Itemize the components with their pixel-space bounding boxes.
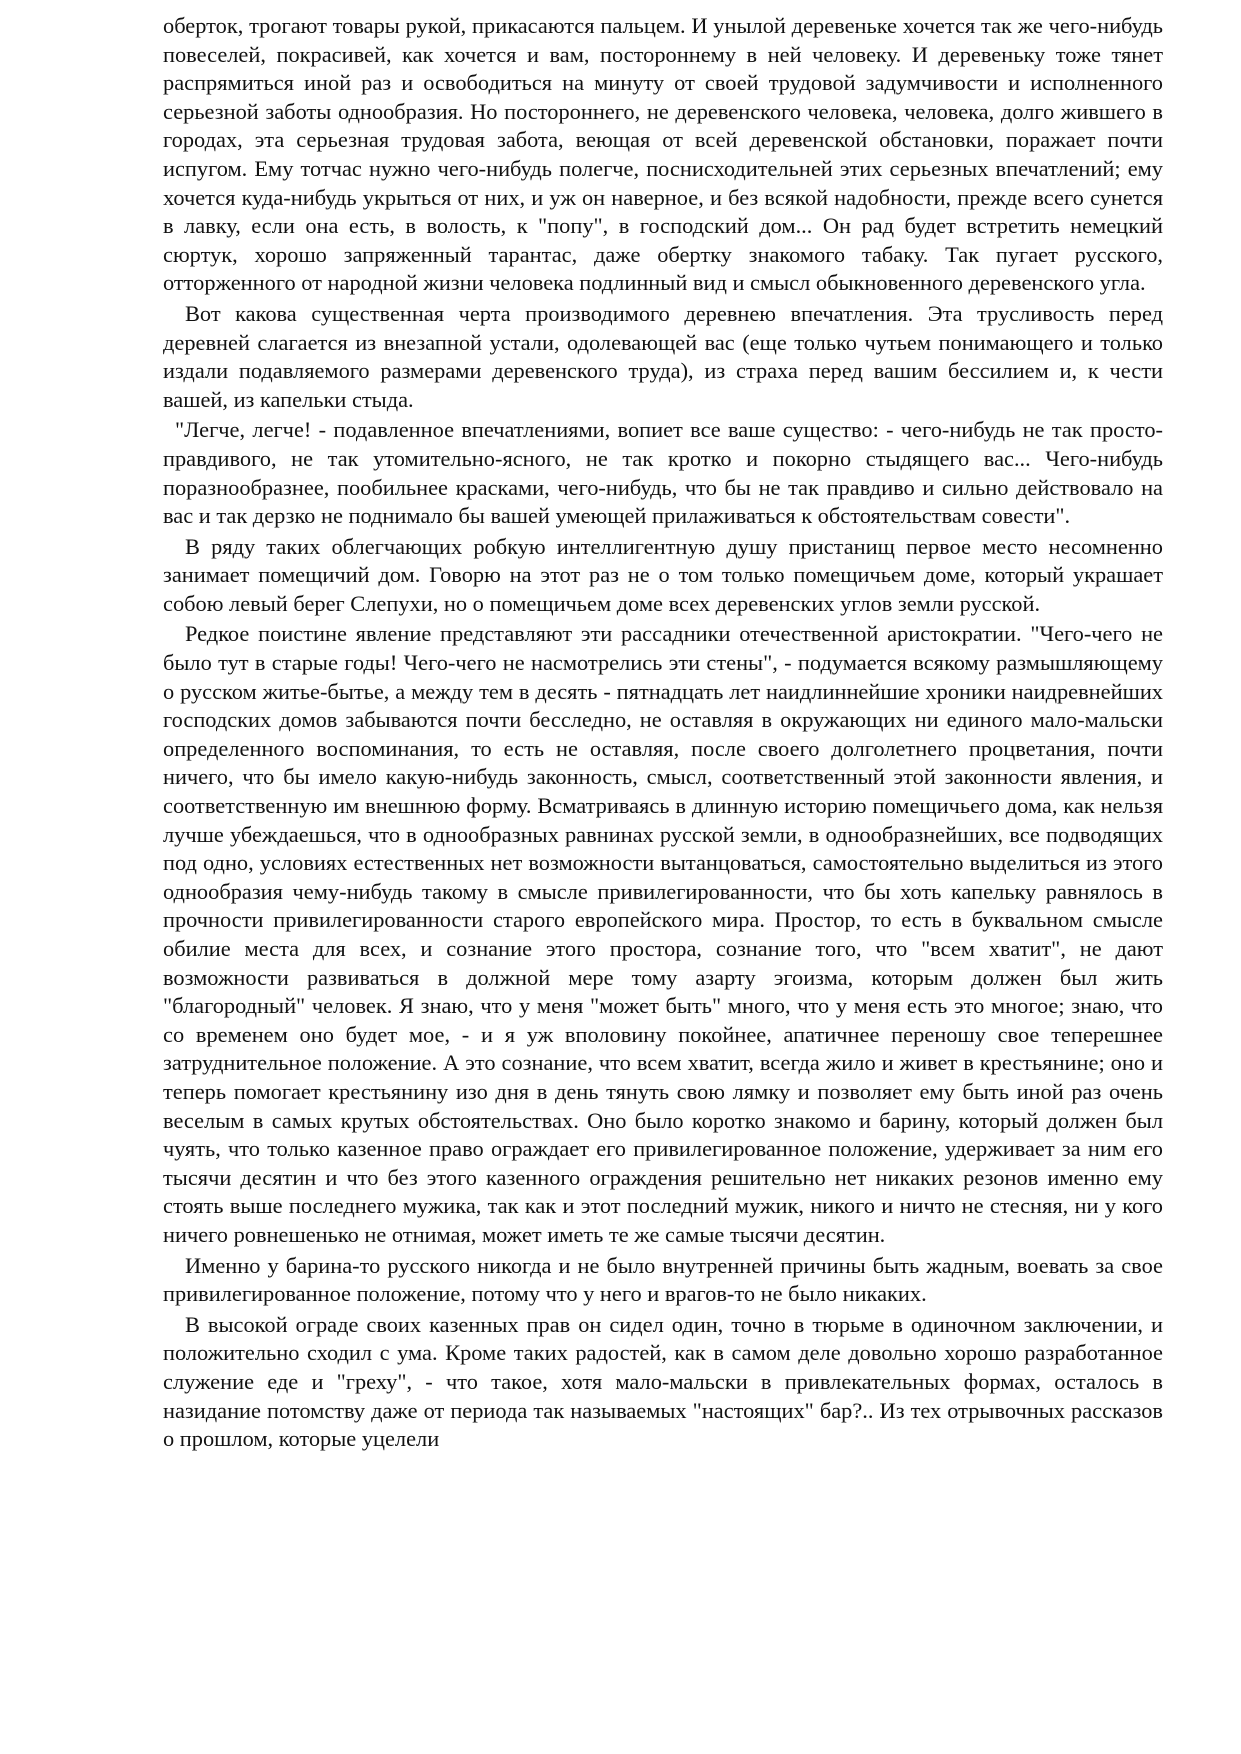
- document-page: [163, 12, 1163, 1456]
- paragraph: Редкое поистине явление представляют эти рассадники отечественной аристократии. "Чего-чего не было тут в старые годы! Чего-чего не насмотрелись эти стены", - подумается всякому размышляющему о русском житье-бытье, а между тем в десять - пятнадцать лет наидлиннейшие хроники наидревнейших господских домов забываются почти бесследно, не оставляя в окружающих ни единого мало-мальски определенного воспоминания, то есть не оставляя, после своего долголетнего процветания, почти ничего, что бы имело какую-нибудь законность, смысл, соответственный этой законности явления, и соответственную им внешнюю форму. Всматриваясь в длинную историю помещичьего дома, как нельзя лучше убеждаешься, что в однообразных равнинах русской земли, в однообразнейших, все подводящих под одно, условиях естественных нет возможности вытанцоваться, самостоятельно выделиться из этого однообразия чему-нибудь такому в смысле привилегированности, что бы хоть капельку равнялось в прочности привилегированности старого европейского мира. Простор, то есть в буквальном смысле обилие места для всех, и сознание этого простора, сознание того, что "всем хватит", не дают возможности развиваться в должной мере тому азарту эгоизма, которым должен был жить "благородный" человек. Я знаю, что у меня "может быть" много, что у меня есть это многое; знаю, что со временем оно будет мое, - и я уж вполовину покойнее, апатичнее переношу свое теперешнее затруднительное положение. А это сознание, что всем хватит, всегда жило и живет в крестьянине; оно и теперь помогает крестьянину изо дня в день тянуть свою лямку и позволяет ему быть иной раз очень веселым в самых крутых обстоятельствах. Оно было коротко знакомо и барину, который должен был чуять, что только казенное право ограждает его привилегированное положение, удерживает за ним его тысячи десятин и что без этого казенного ограждения решительно нет никаких резонов именно ему стоять выше последнего мужика, так как и этот последний мужик, никого и ничто не стесняя, ни у кого ничего ровнешенько не отнимая, может иметь те же самые тысячи десятин.: [163, 621, 1163, 1247]
- paragraph: Вот какова существенная черта производимого деревнею впечатления. Эта трусливость перед деревней слагается из внезапной устали, одолевающей вас (еще только чутьем понимающего и только издали подавляемого размерами деревенского труда), из страха перед вашим бессилием и, к чести вашей, из капельки стыда.: [163, 300, 1163, 412]
- paragraph-continuation: оберток, трогают товары рукой, прикасаются пальцем. И унылой деревеньке хочется так же чего-нибудь повеселей, покрасивей, как хочется и вам, постороннему в ней человеку. И деревеньку тоже тянет распрямиться иной раз и освободиться на минуту от своей трудовой задумчивости и исполненного серьезной заботы однообразия. Но постороннего, не деревенского человека, человека, долго жившего в городах, эта серьезная трудовая забота, веющая от всей деревенской обстановки, поражает почти испугом. Ему тотчас нужно чего-нибудь полегче, поснисходительней этих серьезных впечатлений; ему хочется куда-нибудь укрыться от них, и уж он наверное, и без всякой надобности, прежде всего сунется в лавку, если она есть, в волость, к "попу", в господский дом... Он рад будет встретить немецкий сюртук, хорошо запряженный тарантас, даже обертку знакомого табаку. Так пугает русского, отторженного от народной жизни человека подлинный вид и смысл обыкновенного деревенского угла.: [163, 13, 1163, 296]
- paragraph: В высокой ограде своих казенных прав он сидел один, точно в тюрьме в одиночном заключении, и положительно сходил с ума. Кроме таких радостей, как в самом деле довольно хорошо разработанное служение еде и "греху", - что такое, хотя мало-мальски в привлекательных формах, осталось в назидание потомству даже от периода так называемых "настоящих" бар?.. Из тех отрывочных рассказов о прошлом, которые уцелели: [163, 1311, 1163, 1452]
- paragraph: Именно у барина-то русского никогда и не было внутренней причины быть жадным, воевать за свое привилегированное положение, потому что у него и врагов-то не было никаких.: [163, 1252, 1163, 1307]
- paragraph: В ряду таких облегчающих робкую интеллигентную душу пристанищ первое место несомненно занимает помещичий дом. Говорю на этот раз не о том только помещичьем доме, который украшает собою левый берег Слепухи, но о помещичьем доме всех деревенских углов земли русской.: [163, 533, 1163, 616]
- paragraph-quote: "Легче, легче! - подавленное впечатлениями, вопиет все ваше существо: - чего-нибудь не так просто-правдивого, не так утомительно-ясного, не так кротко и покорно стыдящего вас... Чего-нибудь поразнообразнее, пообильнее красками, чего-нибудь, что бы не так правдиво и сильно действовало на вас и так дерзко не поднимало бы вашей умеющей прилаживаться к обстоятельствам совести".: [163, 417, 1163, 529]
